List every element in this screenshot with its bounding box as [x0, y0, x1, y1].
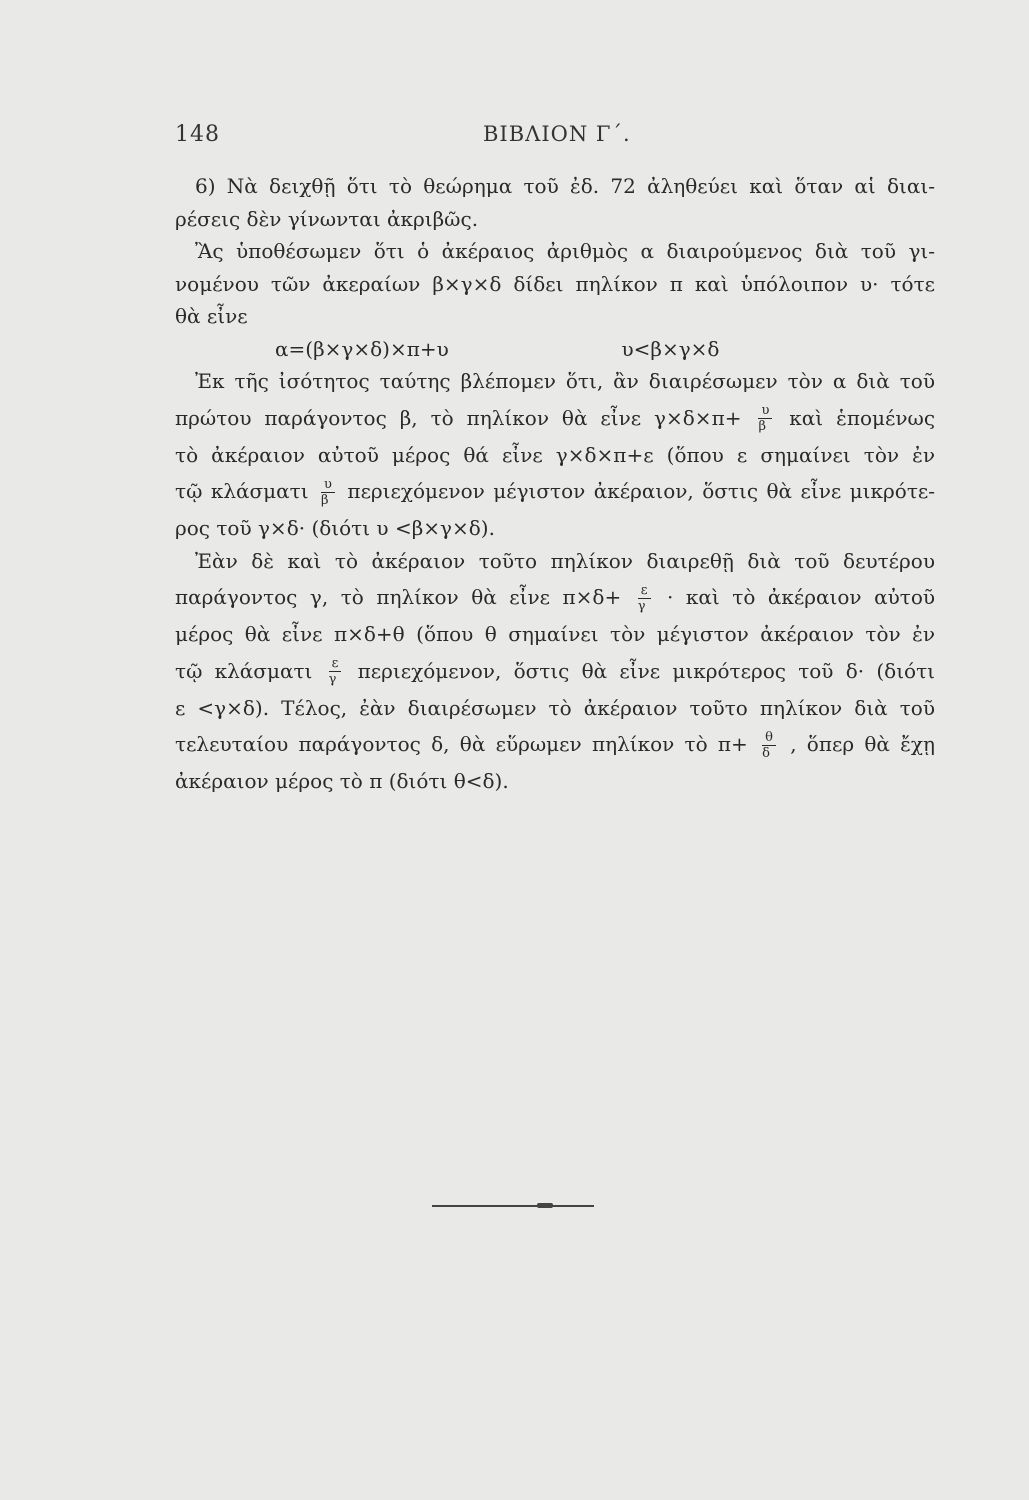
text-segment: πρώτου παράγοντος β, τὸ πηλίκον θὰ εἶνε γ×δ×π+ — [175, 405, 742, 430]
text-segment: τῷ κλάσματι — [175, 658, 313, 683]
fraction — [758, 405, 772, 433]
text-segment: καὶ ἑπομένως — [789, 405, 936, 430]
text-segment: παράγοντος γ, τὸ πηλίκον θὰ εἶνε π×δ+ — [175, 585, 622, 609]
fraction-denominator: γ — [637, 598, 646, 614]
fraction-denominator: β — [321, 492, 329, 508]
fraction-denominator: γ — [328, 672, 337, 687]
page-number: 148 — [175, 122, 220, 147]
fraction — [637, 582, 651, 614]
equation-left: α=(β×γ×δ)×π+υ — [275, 336, 449, 361]
fraction-denominator: δ — [762, 745, 770, 761]
text-line: Ἐκ τῆς ἰσότητος ταύτης βλέπομεν ὅτι, ἂν διαιρέσωμεν τὸν α διὰ τοῦ — [195, 369, 935, 393]
fraction — [762, 729, 776, 761]
text-line: ρος τοῦ γ×δ· (διότι υ <β×γ×δ). — [175, 516, 495, 540]
running-head: ΒΙΒΛΙΟΝ Γ΄. — [483, 122, 631, 146]
text-line — [175, 724, 935, 765]
equation-line — [175, 333, 935, 366]
page-header — [175, 122, 935, 152]
fraction-numerator: ε — [329, 658, 342, 672]
text-segment: περιεχόμενον, ὅστις θὰ εἶνε μικρότερος τοῦ δ· (διότι — [357, 658, 935, 683]
section-divider — [432, 1205, 594, 1207]
text-line: Ἐὰν δὲ καὶ τὸ ἀκέραιον τοῦτο πηλίκον διαιρεθῇ διὰ τοῦ δευτέρου — [195, 548, 935, 573]
equation-right: υ<β×γ×δ — [621, 336, 720, 361]
text-line: Ἂς ὑποθέσωμεν ὅτι ὁ ἀκέραιος ἀριθμὸς α διαιρούμενος διὰ τοῦ γι- — [195, 239, 935, 263]
body-text — [175, 170, 935, 798]
text-line — [175, 471, 935, 512]
text-line: νομένου τῶν ἀκεραίων β×γ×δ δίδει πηλίκον π καὶ ὑπόλοιπον υ· τότε — [175, 271, 935, 296]
text-segment: τῷ κλάσματι — [175, 479, 309, 503]
text-segment: · καὶ τὸ ἀκέραιον αὐτοῦ — [667, 585, 936, 609]
fraction — [321, 476, 335, 508]
text-line: τὸ ἀκέραιον αὐτοῦ μέρος θά εἶνε γ×δ×π+ε (ὅπου ε σημαίνει τὸν ἐν — [175, 442, 935, 467]
fraction-numerator: υ — [321, 479, 335, 493]
text-line: 6) Νὰ δειχθῇ ὅτι τὸ θεώρημα τοῦ ἐδ. 72 ἀληθεύει καὶ ὅταν αἱ διαι- — [195, 174, 935, 198]
divider-ornament — [537, 1203, 553, 1208]
fraction — [329, 658, 342, 686]
fraction-numerator: ε — [638, 585, 651, 599]
text-line: μέρος θὰ εἶνε π×δ+θ (ὅπου θ σημαίνει τὸν μέγιστον ἀκέραιον τὸν ἐν — [175, 622, 935, 646]
fraction-numerator: υ — [758, 405, 772, 419]
text-line: ε <γ×δ). Τέλος, ἐὰν διαιρέσωμεν τὸ ἀκέραιον τοῦτο πηλίκον διὰ τοῦ — [175, 695, 935, 720]
text-segment: τελευταίου παράγοντος δ, θὰ εὕρωμεν πηλίκον τὸ π+ — [175, 732, 748, 756]
text-line: ρέσεις δὲν γίνωνται ἀκριβῶς. — [175, 206, 479, 231]
fraction-numerator: θ — [762, 732, 776, 746]
text-line: θὰ εἶνε — [175, 304, 248, 328]
text-line — [175, 577, 935, 618]
fraction-denominator: β — [758, 419, 766, 434]
text-segment: περιεχόμενον μέγιστον ἀκέραιον, ὅστις θὰ εἶνε μικρότε- — [347, 479, 936, 503]
text-line — [175, 651, 935, 692]
text-line — [175, 398, 935, 439]
text-segment: , ὅπερ θὰ ἔχῃ — [790, 732, 936, 756]
text-line: ἀκέραιον μέρος τὸ π (διότι θ<δ). — [175, 769, 509, 793]
